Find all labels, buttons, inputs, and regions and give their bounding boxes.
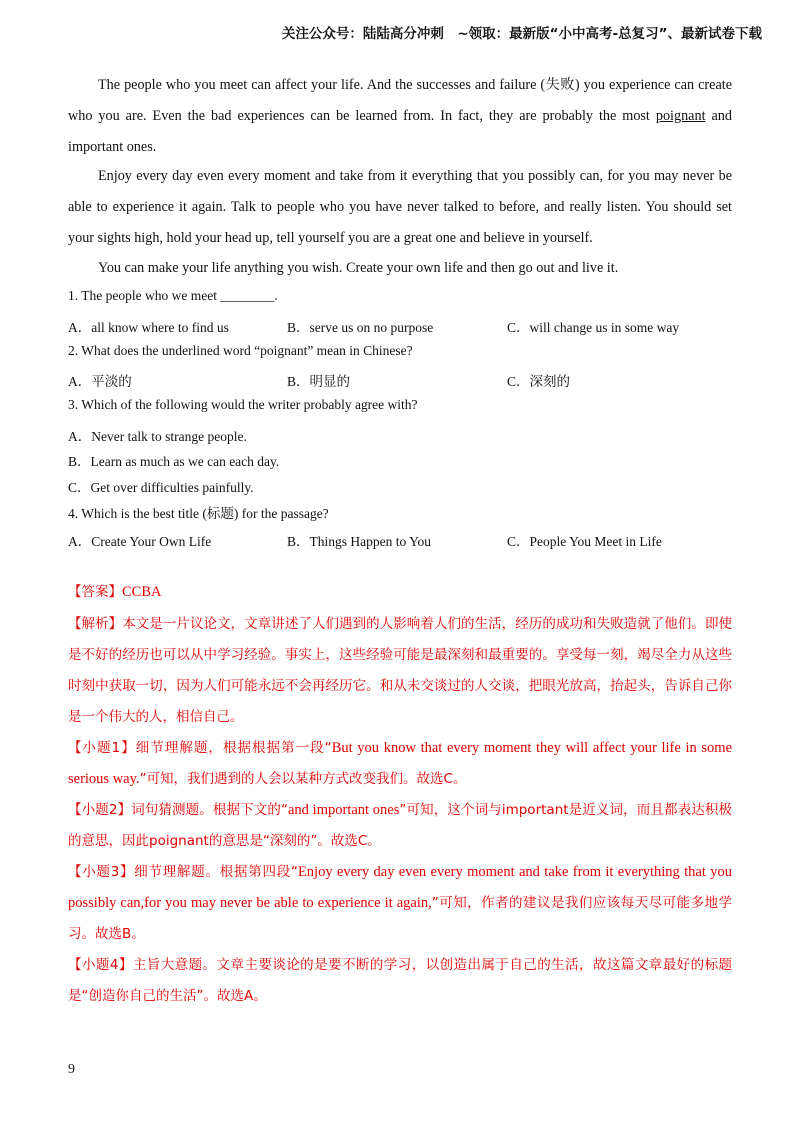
option-4b: B．Things Happen to You <box>287 534 432 549</box>
option-2b: B．明显的 <box>287 374 351 389</box>
option-4c: C．People You Meet in Life <box>507 534 662 549</box>
sub-question-2-explanation: 【小题2】词句猜测题。根据下文的“and important ones”可知，这个词与important是近义词，而且都表达积极的意思，因此poignant的意思是“深刻的”。故选C。 <box>68 802 732 849</box>
option-3c: C．Get over difficulties painfully. <box>68 480 254 495</box>
passage-paragraph-2: Enjoy every day even every moment and take from it everything that you possibly can, for you may never be able to experience it again. Talk to people who you have never talked to before, and really listen. You should set your sights high, hold your head up, tell yourself you are a great one and believe in yourself. <box>68 168 732 246</box>
option-3a: A．Never talk to strange people. <box>68 429 247 444</box>
header-banner: 关注公众号：陆陆高分冲刺 ~领取：最新版“小中高考-总复习”、最新试卷下载 <box>281 26 762 42</box>
passage-paragraph-1 <box>68 70 732 163</box>
passage-text: and important ones. <box>68 108 732 155</box>
sub-question-4-explanation: 【小题4】主旨大意题。文章主要谈论的是要不断的学习，以创造出属于自己的生活，故这篇文章最好的标题是“创造你自己的生活”。故选A。 <box>68 957 733 1004</box>
question-2: 2. What does the underlined word “poignant” mean in Chinese? <box>68 343 413 358</box>
question-3: 3. Which of the following would the writer probably agree with? <box>68 397 418 412</box>
sub-question-3-explanation: 【小题3】细节理解题。根据第四段“Enjoy every day even every moment and take from it everything that you possibly can,for you may never be able to experience it again,”可知，作者的建议是我们应该每天尽可能多地学习。故选B。 <box>68 864 733 942</box>
option-4a: A．Create Your Own Life <box>68 534 212 549</box>
passage-text: The people who you meet can affect your life. And the successes and failure (失败) you experience can create who you are. Even the bad experiences can be learned from. In fact, they are probably the most <box>68 77 732 124</box>
underlined-word: poignant <box>655 108 706 124</box>
answer-line: 【答案】CCBA <box>68 584 162 600</box>
option-2c: C．深刻的 <box>507 374 571 389</box>
option-1b: B．serve us on no purpose <box>287 320 434 335</box>
question-4: 4. Which is the best title (标题) for the passage? <box>68 506 329 521</box>
question-1: 1. The people who we meet ________. <box>68 288 278 303</box>
analysis-block: 【解析】本文是一片议论文，文章讲述了人们遇到的人影响着人们的生活，经历的成功和失败造就了他们。即使是不好的经历也可以从中学习经验。事实上，这些经验可能是最深刻和最重要的。享受每一刻，竭尽全力从这些时刻中获取一切，因为人们可能永远不会再经历它。和从未交谈过的人交谈，把眼光放高，抬起头，告诉自己你是一个伟大的人，相信自己。 <box>68 616 733 725</box>
passage-paragraph-3: You can make your life anything you wish. Create your own life and then go out and live it. <box>98 260 619 276</box>
sub-question-1-explanation: 【小题1】细节理解题，根据根据第一段“But you know that every moment they will affect your life in some serious way.”可知，我们遇到的人会以某种方式改变我们。故选C。 <box>68 740 732 787</box>
option-1a: A．all know where to find us <box>68 320 229 335</box>
page-number: 9 <box>68 1062 75 1077</box>
option-2a: A．平淡的 <box>68 374 132 389</box>
option-3b: B．Learn as much as we can each day. <box>68 454 280 469</box>
option-1c: C．will change us in some way <box>507 320 680 335</box>
